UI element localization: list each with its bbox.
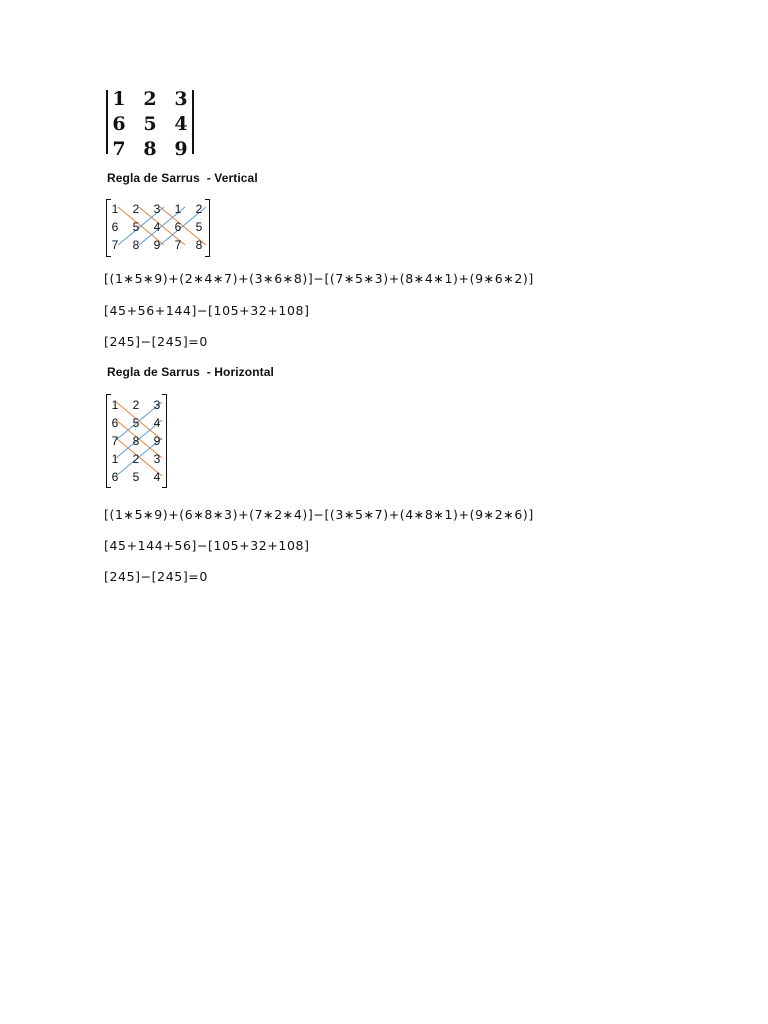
matrix-cell: 1 xyxy=(111,202,119,216)
determinant-matrix xyxy=(106,88,196,160)
left-bar xyxy=(106,90,108,154)
matrix-cell: 6 xyxy=(174,220,182,234)
matrix-cell: 1 xyxy=(174,202,182,216)
sarrus-horizontal-matrix xyxy=(106,392,176,490)
det-cell: 3 xyxy=(174,88,188,110)
matrix-cell: 5 xyxy=(195,220,203,234)
det-cell: 9 xyxy=(174,138,188,160)
matrix-cell: 7 xyxy=(174,238,182,252)
matrix-cell: 5 xyxy=(132,416,140,430)
equation-vertical-result: [245]−[245]=0 xyxy=(104,334,208,349)
det-cell: 8 xyxy=(143,138,157,160)
heading-sarrus-horizontal: Regla de Sarrus - Horizontal xyxy=(107,365,274,379)
matrix-cell: 4 xyxy=(153,470,161,484)
det-cell: 4 xyxy=(174,113,188,135)
det-cell: 7 xyxy=(112,138,126,160)
equation-horizontal-sums: [45+144+56]−[105+32+108] xyxy=(104,538,310,553)
matrix-cell: 3 xyxy=(153,452,161,466)
matrix-cell: 2 xyxy=(195,202,203,216)
sarrus-vertical-matrix xyxy=(106,197,216,259)
matrix-cell: 1 xyxy=(111,398,119,412)
matrix-cell: 8 xyxy=(195,238,203,252)
matrix-cell: 4 xyxy=(153,220,161,234)
matrix-cell: 3 xyxy=(153,398,161,412)
matrix-cell: 8 xyxy=(132,434,140,448)
equation-horizontal-result: [245]−[245]=0 xyxy=(104,569,208,584)
det-cell: 6 xyxy=(112,113,126,135)
matrix-cell: 3 xyxy=(153,202,161,216)
matrix-cell: 6 xyxy=(111,416,119,430)
matrix-cell: 5 xyxy=(132,220,140,234)
matrix-cell: 6 xyxy=(111,470,119,484)
matrix-cell: 5 xyxy=(132,470,140,484)
det-cell: 2 xyxy=(143,88,157,110)
equation-vertical-products: [(1∗5∗9)+(2∗4∗7)+(3∗6∗8)]−[(7∗5∗3)+(8∗4∗1)+(9∗6∗2)] xyxy=(104,271,534,286)
matrix-cell: 9 xyxy=(153,238,161,252)
heading-sarrus-vertical: Regla de Sarrus - Vertical xyxy=(107,171,258,185)
equation-horizontal-products: [(1∗5∗9)+(6∗8∗3)+(7∗2∗4)]−[(3∗5∗7)+(4∗8∗1)+(9∗2∗6)] xyxy=(104,507,534,522)
matrix-cell: 8 xyxy=(132,238,140,252)
det-cell: 1 xyxy=(112,88,126,110)
matrix-cell: 2 xyxy=(132,452,140,466)
det-cell: 5 xyxy=(143,113,157,135)
equation-vertical-sums: [45+56+144]−[105+32+108] xyxy=(104,303,310,318)
matrix-cell: 2 xyxy=(132,398,140,412)
matrix-cell: 1 xyxy=(111,452,119,466)
right-bar xyxy=(192,90,194,154)
matrix-cell: 7 xyxy=(111,434,119,448)
matrix-cell: 2 xyxy=(132,202,140,216)
matrix-cell: 7 xyxy=(111,238,119,252)
matrix-cell: 4 xyxy=(153,416,161,430)
matrix-cell: 9 xyxy=(153,434,161,448)
matrix-cell: 6 xyxy=(111,220,119,234)
